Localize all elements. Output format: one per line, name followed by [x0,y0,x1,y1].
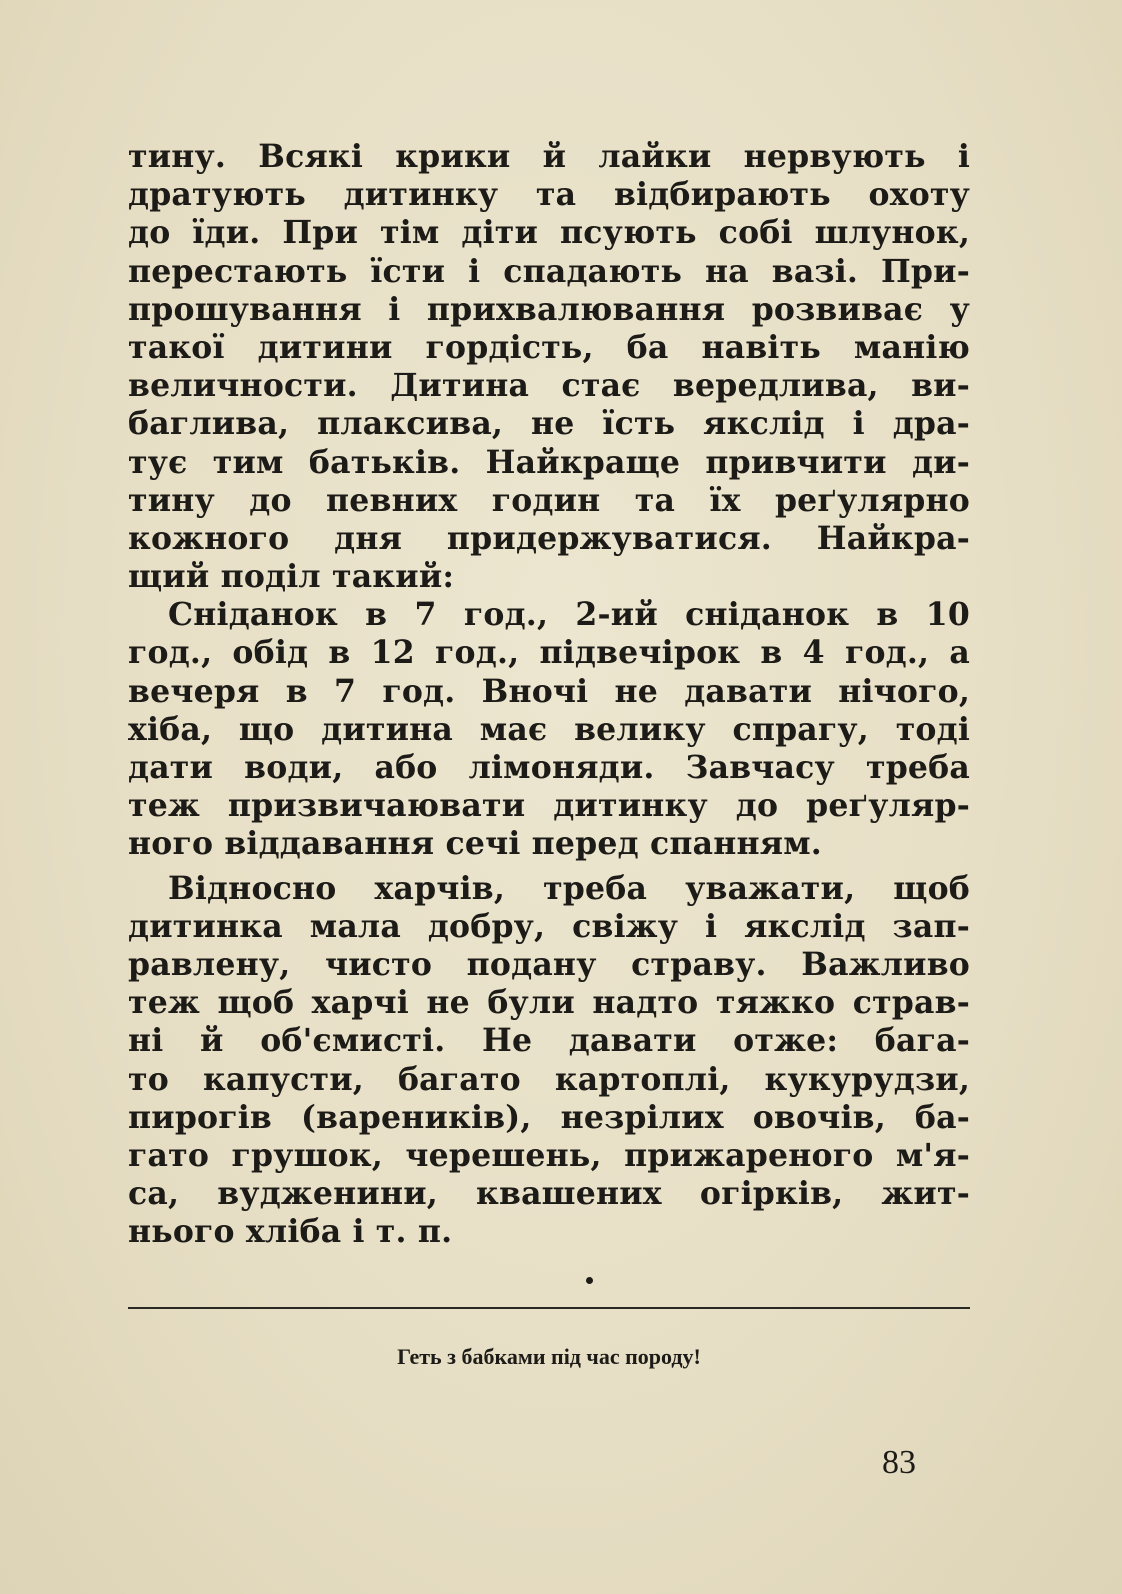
stray-dot [586,1277,593,1284]
footer-motto: Геть з бабками під час породу! [397,1344,701,1369]
text-line: пирогів (вареників), незрілих овочів, ба- [128,1098,970,1136]
text-line: прошування і прихвалювання розвиває у [128,290,970,328]
text-line: тину. Всякі крики й лайки нервують і [128,138,970,175]
text-line: дратують дитинку та відбирають охоту [128,176,970,214]
text-line: теж щоб харчі не були надто тяжко страв- [128,984,970,1022]
text-line: до їди. При тім діти псують собі шлунок, [128,214,970,252]
text-line: то капусти, багато картоплі, кукурудзи, [128,1060,970,1098]
body-text [128,138,970,1251]
text-line: величности. Дитина стає вередлива, ви- [128,367,970,405]
horizontal-rule [128,1307,970,1309]
text-line: са, вудженини, квашених огірків, жит- [128,1175,970,1213]
text-line: перестають їсти і спадають на вазі. При- [128,252,970,290]
text-line: ні й об'ємисті. Не давати отже: бага- [128,1022,970,1060]
text-line: год., обід в 12 год., підвечірок в 4 год., а [128,634,970,672]
text-line: хіба, що дитина має велику спрагу, тоді [128,710,970,748]
text-line: гато грушок, черешень, прижареного м'я- [128,1136,970,1174]
text-line: тує тим батьків. Найкраще привчити ди- [128,443,970,481]
text-line: такої дитини гордість, ба навіть манію [128,328,970,366]
text-line: кожного дня придержуватися. Найкра- [128,519,970,557]
text-line: теж призвичаювати дитинку до реґуляр- [128,787,970,825]
text-line: баглива, плаксива, не їсть якслід і дра- [128,405,970,443]
text-line: равлену, чисто подану страву. Важливо [128,945,970,983]
text-line: дати води, або лімоняди. Завчасу треба [128,749,970,786]
text-line: нього хліба і т. п. [128,1213,453,1251]
text-line: Відносно харчів, треба уважати, щоб [168,869,970,907]
text-line: дитинка мала добру, свіжу і якслід зап- [128,907,970,945]
text-line: тину до певних годин та їх реґулярно [128,481,970,519]
page-number: 83 [882,1444,916,1481]
text-line: Сніданок в 7 год., 2-ий сніданок в 10 [168,596,970,634]
text-line: ного віддавання сечі перед спанням. [128,825,822,863]
text-line: вечеря в 7 год. Вночі не давати нічого, [128,672,970,710]
text-line: щий поділ такий: [128,558,455,596]
